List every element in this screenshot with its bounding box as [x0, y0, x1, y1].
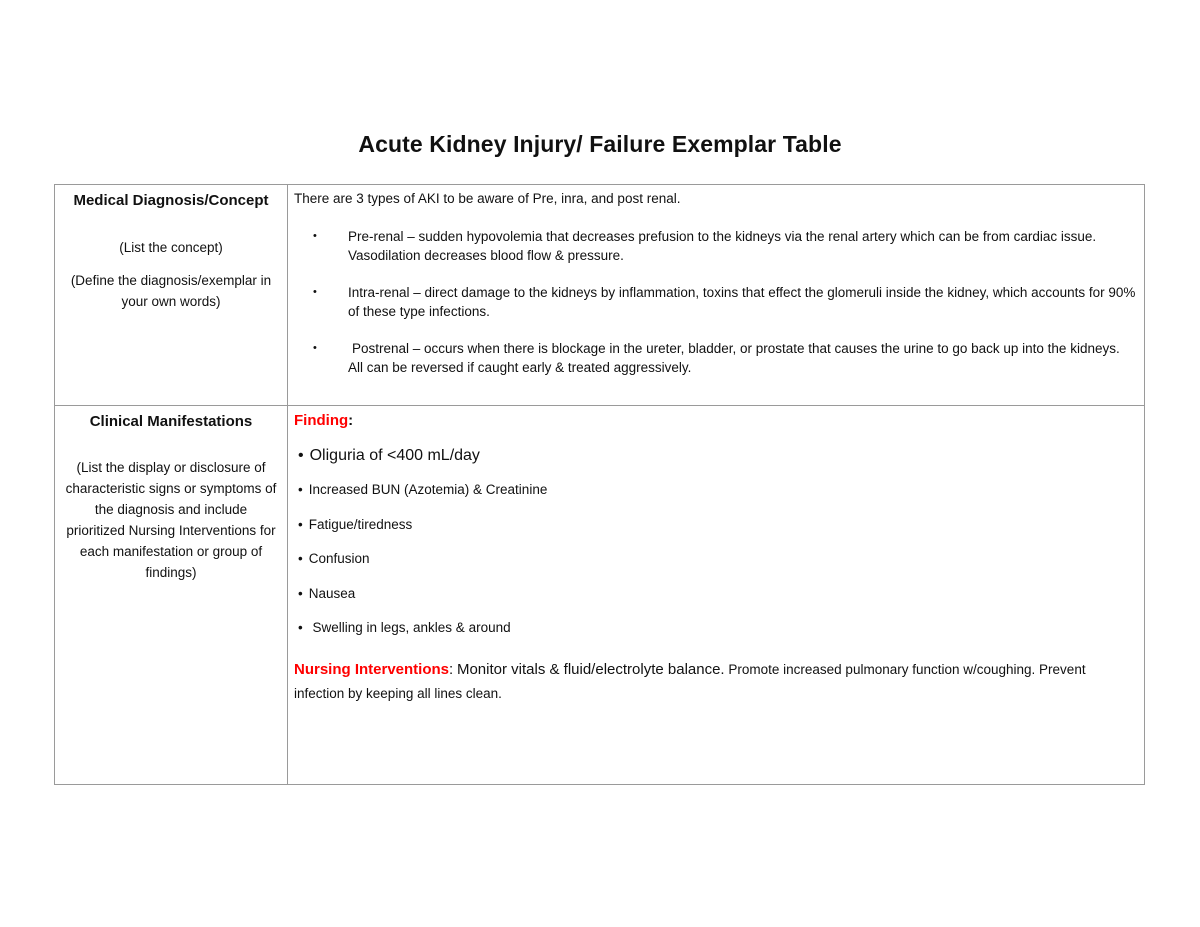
manifestations-note: (List the display or disclosure of characteristic signs or symptoms of the diagnosis and include prioritized Nursing Interventions for each manifestation or group of findings): [65, 460, 277, 580]
finding-item-nausea: [294, 584, 1138, 604]
manifestations-content-cell: [288, 406, 1145, 785]
interventions-rest: Promote increased pulmonary function w/coughing. Prevent infection by keeping all lines clean.: [294, 661, 1086, 701]
interventions-colon: :: [449, 660, 454, 678]
bullet-icon: •: [313, 341, 317, 354]
bullet-icon: •: [298, 585, 303, 601]
aki-type-prerenal: Pre-renal – sudden hypovolemia that decreases prefusion to the kidneys via the renal artery which can be from cardiac issue. Vasodilation decreases blood flow & pressure.: [348, 228, 1097, 263]
diagnosis-content-cell: [288, 185, 1145, 406]
bullet-icon: •: [313, 229, 317, 242]
finding-text: Confusion: [308, 551, 370, 566]
list-item: [294, 283, 1138, 322]
manifestations-heading: Clinical Manifestations: [89, 413, 253, 430]
list-item: [294, 227, 1138, 266]
diagnosis-note-define: (Define the diagnosis/exemplar in your own words): [70, 273, 272, 309]
finding-heading: [294, 411, 1138, 431]
bullet-icon: •: [313, 285, 317, 298]
finding-item-bun: [294, 480, 1138, 500]
interventions-lead: Monitor vitals & fluid/electrolyte balance.: [456, 660, 725, 678]
diagnosis-closing: All can be reversed if caught early & treated aggressively.: [348, 360, 692, 375]
finding-text: Oliguria of <400 mL/day: [309, 446, 480, 464]
bullet-icon: •: [298, 516, 303, 532]
bullet-icon: •: [298, 446, 304, 464]
finding-text: Nausea: [308, 585, 356, 601]
exemplar-table: [54, 184, 1145, 785]
bullet-icon: •: [298, 551, 303, 566]
finding-item-confusion: [294, 549, 1138, 569]
diagnosis-label-cell: [55, 185, 288, 406]
manifestations-label-cell: [55, 406, 288, 785]
document-title: Acute Kidney Injury/ Failure Exemplar Table: [358, 131, 842, 157]
table-row-manifestations: [55, 406, 1145, 785]
finding-item-fatigue: [294, 515, 1138, 535]
aki-type-intrarenal: Intra-renal – direct damage to the kidneys by inflammation, toxins that effect the glomeruli inside the kidney, which accounts for 90% of these type infections.: [348, 284, 1136, 319]
aki-types-list: [294, 227, 1138, 378]
finding-colon: :: [348, 412, 354, 429]
aki-type-postrenal: Postrenal – occurs when there is blockage in the ureter, bladder, or prostate that causes the urine to go back up into the kidneys.: [352, 340, 1120, 356]
interventions-label: Nursing Interventions: [294, 660, 450, 678]
table-row-diagnosis: [55, 185, 1145, 406]
bullet-icon: •: [298, 482, 303, 497]
finding-text: Fatigue/tiredness: [308, 516, 413, 532]
finding-text: Swelling in legs, ankles & around: [308, 620, 511, 635]
finding-text: Increased BUN (Azotemia) & Creatinine: [308, 482, 548, 497]
diagnosis-heading: Medical Diagnosis/Concept: [73, 192, 269, 209]
list-item: [294, 339, 1138, 378]
diagnosis-note-concept: (List the concept): [119, 240, 223, 255]
bullet-icon: •: [298, 620, 303, 635]
nursing-interventions: [294, 658, 1138, 706]
finding-label: Finding: [294, 412, 349, 429]
finding-item-swelling: [294, 618, 1138, 638]
diagnosis-intro: There are 3 types of AKI to be aware of Pre, inra, and post renal.: [294, 191, 681, 206]
finding-item-oliguria: [294, 446, 1138, 466]
